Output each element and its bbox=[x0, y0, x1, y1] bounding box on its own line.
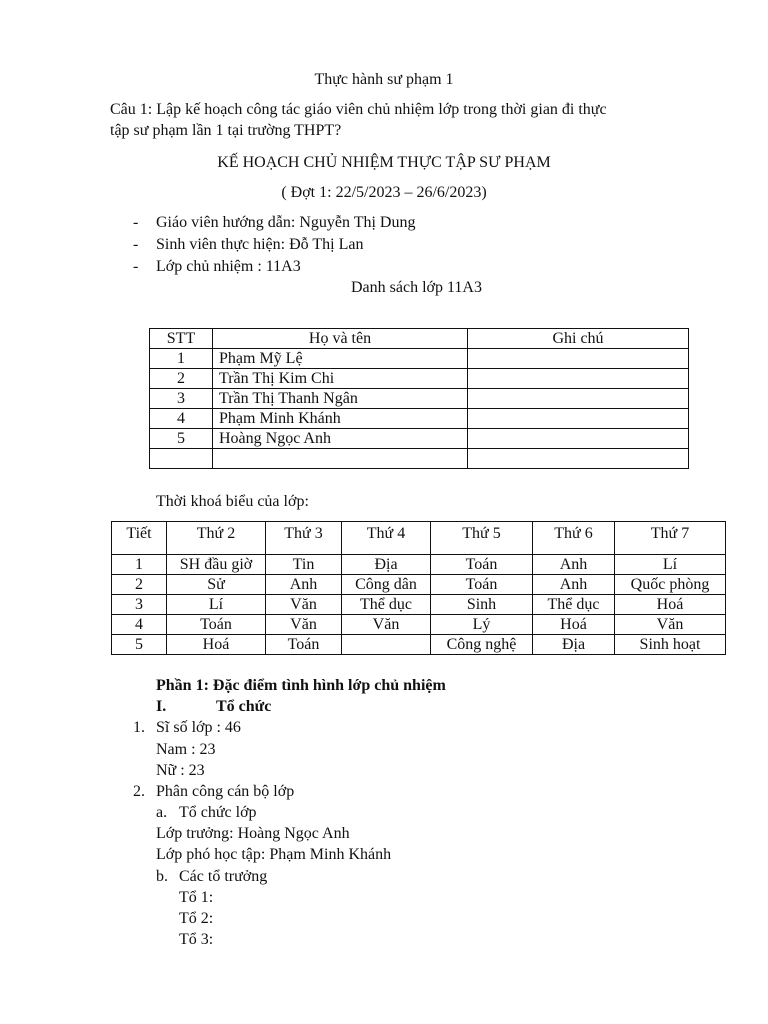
table-cell bbox=[468, 449, 689, 469]
officer-assignment: Phân công cán bộ lớp bbox=[156, 783, 295, 800]
class-list-title: Danh sách lớp 11A3 bbox=[351, 279, 482, 296]
bullet-dash: - bbox=[133, 214, 139, 231]
table-cell: Toán bbox=[431, 555, 533, 575]
table-cell: Hoá bbox=[533, 615, 615, 635]
table-cell: 1 bbox=[112, 555, 167, 575]
table-cell: Công nghệ bbox=[431, 635, 533, 655]
table-cell: Anh bbox=[266, 575, 342, 595]
plan-period: ( Đợt 1: 22/5/2023 – 26/6/2023) bbox=[281, 184, 487, 201]
table-cell: 1 bbox=[150, 349, 213, 369]
table-cell: Văn bbox=[615, 615, 726, 635]
table-cell: Toán bbox=[431, 575, 533, 595]
table-cell: Văn bbox=[266, 595, 342, 615]
table-cell bbox=[342, 635, 431, 655]
header-cell: Thứ 5 bbox=[431, 522, 533, 555]
header-cell: Thứ 6 bbox=[533, 522, 615, 555]
list-number: 1. bbox=[133, 719, 145, 736]
group-3: Tổ 3: bbox=[179, 931, 214, 948]
table-cell: Toán bbox=[266, 635, 342, 655]
table-cell bbox=[468, 429, 689, 449]
table-cell: Thể dục bbox=[342, 595, 431, 615]
header-cell: Thứ 7 bbox=[615, 522, 726, 555]
table-header-row bbox=[150, 329, 689, 349]
table-row bbox=[150, 369, 689, 389]
table-cell bbox=[468, 409, 689, 429]
table-row bbox=[112, 615, 726, 635]
table-header-row bbox=[112, 522, 726, 555]
table-cell: Sinh bbox=[431, 595, 533, 615]
table-cell: Lý bbox=[431, 615, 533, 635]
header-cell: Tiết bbox=[112, 522, 167, 555]
table-cell: Phạm Mỹ Lệ bbox=[213, 349, 468, 369]
table-cell: Hoá bbox=[167, 635, 266, 655]
bullet-class: Lớp chủ nhiệm : 11A3 bbox=[156, 258, 301, 275]
table-cell: Hoá bbox=[615, 595, 726, 615]
table-cell: Thể dục bbox=[533, 595, 615, 615]
table-cell bbox=[468, 369, 689, 389]
header-cell: Họ và tên bbox=[213, 329, 468, 349]
section-number: I. bbox=[156, 698, 167, 715]
table-row bbox=[112, 595, 726, 615]
table-cell: Lí bbox=[615, 555, 726, 575]
question-line-1: Câu 1: Lập kế hoạch công tác giáo viên chủ nhiệm lớp trong thời gian đi thực bbox=[110, 101, 607, 118]
group-leaders: Các tổ trưởng bbox=[179, 868, 268, 885]
table-cell: Toán bbox=[167, 615, 266, 635]
document-title: Thực hành sư phạm 1 bbox=[314, 71, 454, 88]
table-row bbox=[150, 389, 689, 409]
table-row bbox=[112, 635, 726, 655]
bullet-dash: - bbox=[133, 236, 139, 253]
table-cell bbox=[468, 389, 689, 409]
table-cell: 2 bbox=[112, 575, 167, 595]
table-cell bbox=[213, 449, 468, 469]
bullet-dash: - bbox=[133, 258, 139, 275]
table-cell: Lí bbox=[167, 595, 266, 615]
table-cell: Địa bbox=[533, 635, 615, 655]
header-cell: Thứ 3 bbox=[266, 522, 342, 555]
bullet-student: Sinh viên thực hiện: Đỗ Thị Lan bbox=[156, 236, 364, 253]
table-cell: Văn bbox=[266, 615, 342, 635]
table-cell: Địa bbox=[342, 555, 431, 575]
class-size: Sĩ số lớp : 46 bbox=[156, 719, 241, 736]
table-row bbox=[112, 575, 726, 595]
table-cell: Hoàng Ngọc Anh bbox=[213, 429, 468, 449]
table-cell: Tin bbox=[266, 555, 342, 575]
vice-monitor: Lớp phó học tập: Phạm Minh Khánh bbox=[156, 846, 392, 863]
header-cell: Thứ 2 bbox=[167, 522, 266, 555]
table-cell: Phạm Minh Khánh bbox=[213, 409, 468, 429]
table-cell bbox=[468, 349, 689, 369]
table-cell: 3 bbox=[112, 595, 167, 615]
table-row bbox=[150, 349, 689, 369]
table-cell: SH đầu giờ bbox=[167, 555, 266, 575]
table-cell: 4 bbox=[150, 409, 213, 429]
table-cell bbox=[150, 449, 213, 469]
class-list-table bbox=[149, 328, 689, 469]
table-cell: 5 bbox=[112, 635, 167, 655]
table-row bbox=[150, 409, 689, 429]
question-line-2: tập sư phạm lần 1 tại trường THPT? bbox=[110, 122, 342, 139]
table-cell: Anh bbox=[533, 555, 615, 575]
class-organization: Tổ chức lớp bbox=[179, 804, 257, 821]
table-cell: Văn bbox=[342, 615, 431, 635]
table-cell: Sử bbox=[167, 575, 266, 595]
table-row bbox=[112, 555, 726, 575]
sub-letter: a. bbox=[156, 804, 168, 821]
header-cell: Thứ 4 bbox=[342, 522, 431, 555]
table-cell: Công dân bbox=[342, 575, 431, 595]
bullet-advisor: Giáo viên hướng dẫn: Nguyễn Thị Dung bbox=[156, 214, 416, 231]
female-count: Nữ : 23 bbox=[156, 762, 205, 779]
table-cell: 2 bbox=[150, 369, 213, 389]
table-cell: 4 bbox=[112, 615, 167, 635]
table-row bbox=[150, 429, 689, 449]
table-cell: Trần Thị Kim Chi bbox=[213, 369, 468, 389]
table-cell: 5 bbox=[150, 429, 213, 449]
table-cell: Sinh hoạt bbox=[615, 635, 726, 655]
timetable-label: Thời khoá biểu của lớp: bbox=[156, 493, 309, 510]
list-number: 2. bbox=[133, 783, 145, 800]
table-cell: Quốc phòng bbox=[615, 575, 726, 595]
group-1: Tổ 1: bbox=[179, 889, 214, 906]
section-title: Tổ chức bbox=[216, 698, 272, 715]
male-count: Nam : 23 bbox=[156, 741, 216, 758]
header-cell: Ghi chú bbox=[468, 329, 689, 349]
sub-letter: b. bbox=[156, 868, 168, 885]
header-cell: STT bbox=[150, 329, 213, 349]
group-2: Tổ 2: bbox=[179, 910, 214, 927]
table-cell: Anh bbox=[533, 575, 615, 595]
class-monitor: Lớp trưởng: Hoàng Ngọc Anh bbox=[156, 825, 350, 842]
table-cell: 3 bbox=[150, 389, 213, 409]
plan-title: KẾ HOẠCH CHỦ NHIỆM THỰC TẬP SƯ PHẠM bbox=[217, 154, 551, 171]
table-cell: Trần Thị Thanh Ngân bbox=[213, 389, 468, 409]
part1-heading: Phần 1: Đặc điểm tình hình lớp chủ nhiệm bbox=[156, 677, 446, 694]
timetable-table bbox=[111, 521, 726, 655]
table-row bbox=[150, 449, 689, 469]
